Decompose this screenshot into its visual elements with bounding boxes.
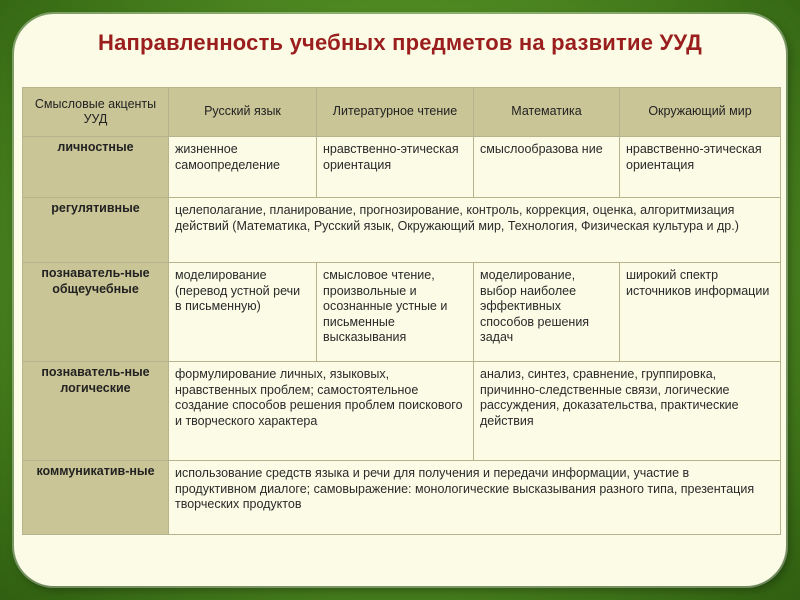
table-cell: широкий спектр источников информации [620, 263, 781, 362]
table-cell: анализ, синтез, сравнение, группировка, причинно-следственные связи, логические рассуждения, доказательства, практические действия [474, 362, 781, 461]
table-row [23, 461, 781, 535]
header-cell-accents: Смысловые акценты УУД [23, 88, 169, 137]
table-cell: моделирование, выбор наиболее эффективных способов решения задач [474, 263, 620, 362]
header-cell-math: Математика [474, 88, 620, 137]
row-label: регулятивные [23, 198, 169, 263]
page-title: Направленность учебных предметов на развитие УУД [97, 30, 703, 55]
table-row [23, 263, 781, 362]
table-cell: целеполагание, планирование, прогнозирование, контроль, коррекция, оценка, алгоритмизация действий (Математика, Русский язык, Окружающий мир, Технология, Физическая культура и др.) [169, 198, 781, 263]
uud-table [22, 87, 781, 535]
table-cell: моделирование (перевод устной речи в письменную) [169, 263, 317, 362]
table-row [23, 198, 781, 263]
table-cell: нравственно-этическая ориентация [620, 137, 781, 198]
header-cell-literature: Литературное чтение [317, 88, 474, 137]
row-label: личностные [23, 137, 169, 198]
row-label: коммуникатив-ные [23, 461, 169, 535]
header-row [23, 88, 781, 137]
table-row [23, 362, 781, 461]
row-label: познаватель-ные общеучебные [23, 263, 169, 362]
table-cell: смысловое чтение, произвольные и осознанные устные и письменные высказывания [317, 263, 474, 362]
table-cell: формулирование личных, языковых, нравственных проблем; самостоятельное создание способов решения проблем поискового и творческого характера [169, 362, 474, 461]
header-cell-world: Окружающий мир [620, 88, 781, 137]
table-cell: жизненное самоопределение [169, 137, 317, 198]
table-cell: использование средств языка и речи для получения и передачи информации, участие в продуктивном диалоге; самовыражение: монологические высказывания разного типа, презентация творческих продуктов [169, 461, 781, 535]
header-cell-russian: Русский язык [169, 88, 317, 137]
table-cell: смыслообразова ние [474, 137, 620, 198]
table-cell: нравственно-этическая ориентация [317, 137, 474, 198]
row-label: познаватель-ные логические [23, 362, 169, 461]
table-row [23, 137, 781, 198]
